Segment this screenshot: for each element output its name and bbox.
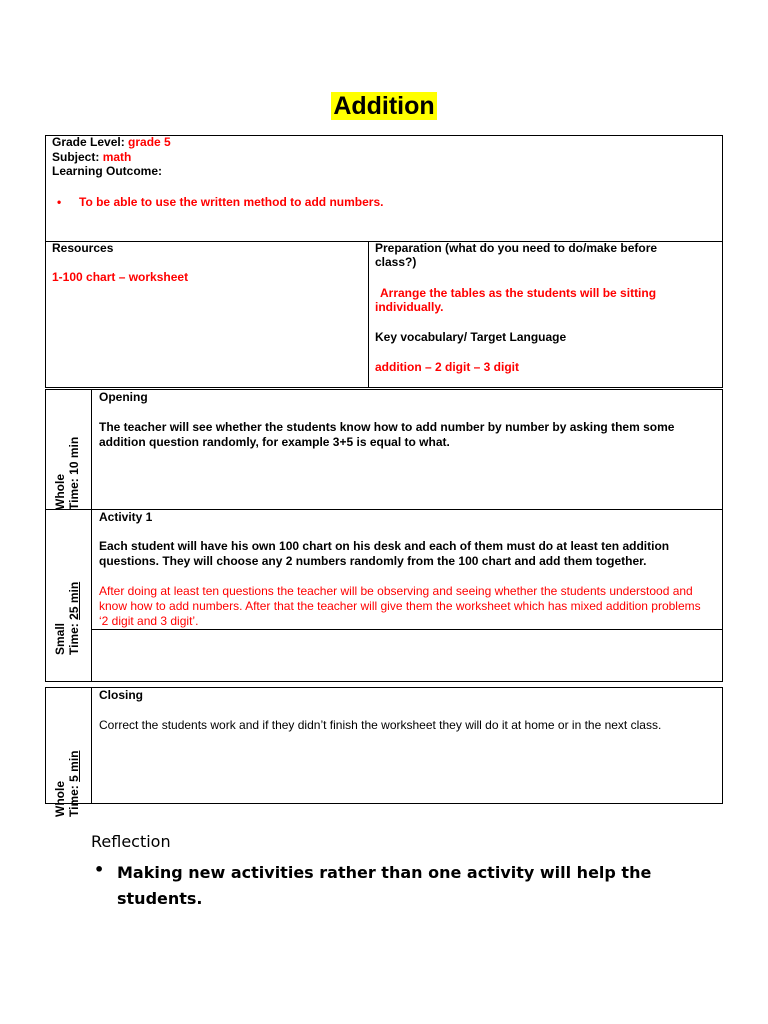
subject bbox=[52, 150, 131, 164]
reflection-bullet: • bbox=[94, 860, 105, 879]
activity-time bbox=[67, 535, 81, 655]
activity-side-label bbox=[53, 535, 83, 655]
subject-label: Subject: bbox=[52, 150, 100, 164]
resources-value: 1-100 chart – worksheet bbox=[52, 270, 189, 284]
title-text: Addition bbox=[333, 92, 435, 120]
reflection-text: Making new activities rather than one activity will help the students. bbox=[117, 863, 652, 908]
vocabulary-value: addition – 2 digit – 3 digit bbox=[375, 360, 520, 374]
closing-text: Correct the students work and if they didn’t finish the worksheet they will do it at home or in the next class. bbox=[99, 718, 662, 732]
opening-heading: Opening bbox=[99, 390, 148, 404]
outcome-bullet: • bbox=[57, 195, 62, 209]
resources-label: Resources bbox=[52, 241, 114, 255]
reflection-heading: Reflection bbox=[91, 832, 171, 851]
grade-level bbox=[52, 135, 171, 149]
opening-group: Whole bbox=[53, 474, 67, 510]
closing-heading: Closing bbox=[99, 688, 143, 702]
closing-side-divider bbox=[91, 687, 92, 804]
column-divider bbox=[368, 241, 369, 388]
learning-outcome-label: Learning Outcome: bbox=[52, 164, 163, 178]
activity-text-red: After doing at least ten questions the teacher will be observing and seeing whether the students understood and know how to add numbers. After that the teacher will give them the worksheet which has mixed addition problems ‘2 digit and 3 digit’. bbox=[99, 584, 701, 628]
closing-time-label: Time: bbox=[67, 785, 81, 817]
activity-text-bold: Each student will have his own 100 chart on his desk and each of them must do at least ten addition questions. They will choose any 2 numbers randomly from the 100 chart and add them together. bbox=[99, 539, 670, 568]
closing-row bbox=[45, 687, 723, 804]
closing-time-value: 5 min bbox=[67, 750, 81, 782]
opening-time-value: 10 min bbox=[67, 436, 81, 475]
closing-side-label bbox=[53, 697, 83, 817]
closing-time bbox=[67, 697, 81, 817]
subject-value: math bbox=[102, 150, 132, 164]
header-box bbox=[45, 135, 723, 242]
closing-group: Whole bbox=[53, 781, 67, 817]
grade-level-value: grade 5 bbox=[128, 135, 171, 149]
opening-text: The teacher will see whether the students know how to add number by number by asking them some addition question randomly, for example 3+5 is equal to what. bbox=[99, 420, 675, 449]
opening-time bbox=[67, 390, 81, 510]
activity-time-label: Time: bbox=[67, 623, 81, 655]
page-title bbox=[0, 92, 768, 121]
opening-time-label: Time: bbox=[67, 478, 81, 510]
vocabulary-label: Key vocabulary/ Target Language bbox=[375, 330, 567, 344]
opening-side-divider bbox=[91, 389, 92, 510]
grade-level-label: Grade Level: bbox=[52, 135, 125, 149]
activity-side-divider bbox=[91, 509, 92, 682]
learning-outcome-text: To be able to use the written method to add numbers. bbox=[79, 195, 384, 209]
opening-side-label bbox=[53, 390, 83, 510]
activity-time-value: 25 min bbox=[67, 581, 81, 620]
activity-inner-line bbox=[91, 629, 723, 630]
preparation-value: Arrange the tables as the students will be sitting individually. bbox=[375, 286, 657, 314]
activity-heading: Activity 1 bbox=[99, 510, 153, 524]
preparation-label: Preparation (what do you need to do/make before class?) bbox=[375, 241, 658, 269]
activity-group: Small bbox=[53, 622, 67, 655]
